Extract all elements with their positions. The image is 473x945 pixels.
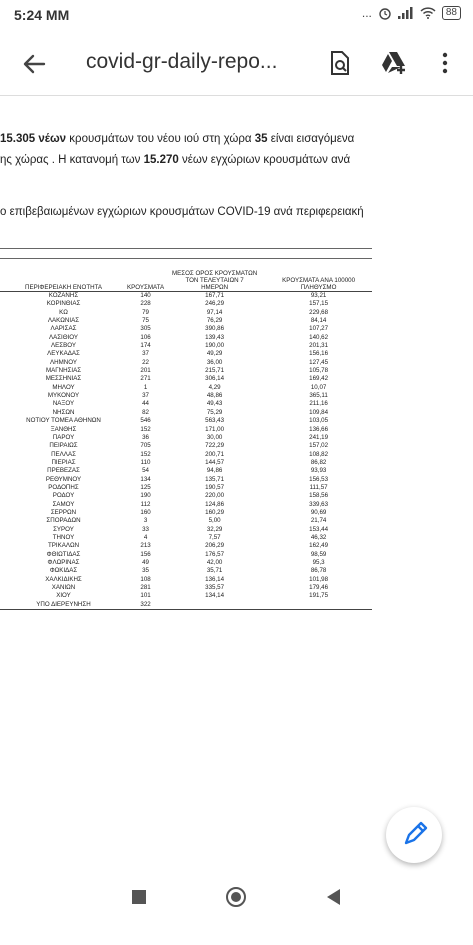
cell-7day-average: 75,29 bbox=[206, 408, 223, 416]
cell-cases: 546 bbox=[140, 417, 151, 425]
text-line-2 bbox=[0, 154, 473, 166]
cell-7day-average: 4,29 bbox=[208, 383, 221, 391]
cell-7day-average: 124,86 bbox=[205, 500, 225, 508]
cell-cases: 4 bbox=[143, 533, 148, 541]
cell-cases: 201 bbox=[140, 367, 151, 375]
cell-7day-average: 94,86 bbox=[206, 467, 223, 475]
cell-region: ΣΑΜΟΥ bbox=[52, 500, 75, 508]
table-row bbox=[0, 342, 372, 350]
cell-cases: 156 bbox=[140, 550, 151, 558]
cell-per-100k: 98,59 bbox=[310, 550, 327, 558]
cell-cases: 134 bbox=[140, 475, 151, 483]
table-row bbox=[0, 601, 372, 610]
cell-per-100k: 86,78 bbox=[310, 567, 327, 575]
header-region: ΠΕΡΙΦΕΡΕΙΑΚΗ ΕΝΟΤΗΤΑ bbox=[0, 270, 127, 292]
alarm-icon bbox=[378, 6, 392, 20]
cell-region: ΛΑΚΩΝΙΑΣ bbox=[47, 317, 80, 325]
cell-cases: 22 bbox=[142, 358, 149, 366]
cell-7day-average: 176,57 bbox=[205, 550, 225, 558]
battery-indicator: 88 bbox=[442, 6, 461, 20]
cell-cases: 54 bbox=[142, 467, 149, 475]
cell-cases: 35 bbox=[142, 567, 149, 575]
cell-region: ΜΑΓΝΗΣΙΑΣ bbox=[45, 367, 82, 375]
header-7day-average-text: ΜΕΣΟΣ ΟΡΟΣ ΚΡΟΥΣΜΑΤΩΝ ΤΟΝ ΤΕΛΕΥΤΑΙΩΝ 7 ΗΜΕΡΩΝ bbox=[172, 270, 258, 291]
cell-cases: 49 bbox=[142, 559, 149, 566]
cell-cases: 125 bbox=[140, 483, 151, 491]
cell-7day-average: 5,00 bbox=[208, 517, 221, 525]
cell-per-100k: 339,63 bbox=[309, 500, 329, 508]
cell-cases: 228 bbox=[140, 300, 151, 308]
cell-7day-average: 246,29 bbox=[205, 300, 225, 308]
cell-7day-average: 30,00 bbox=[206, 433, 223, 441]
cell-7day-average: 35,71 bbox=[206, 567, 223, 575]
cell-cases: 190 bbox=[140, 492, 151, 500]
table-row bbox=[0, 517, 372, 525]
cell-per-100k: 153,44 bbox=[309, 525, 329, 533]
signal-icon bbox=[398, 7, 414, 19]
cell-per-100k bbox=[265, 601, 372, 610]
text-span: νέων εγχώριων κρουσμάτων ανά bbox=[178, 154, 351, 166]
table-row bbox=[0, 501, 372, 509]
home-icon[interactable] bbox=[225, 886, 247, 908]
cell-per-100k: 107,27 bbox=[309, 325, 329, 333]
cell-per-100k: 109,84 bbox=[309, 408, 329, 416]
cell-cases: 1 bbox=[143, 383, 148, 391]
cell-per-100k: 84,14 bbox=[310, 317, 327, 325]
cell-per-100k: 156,53 bbox=[309, 475, 329, 483]
cell-cases: 110 bbox=[140, 458, 151, 466]
cell-cases: 44 bbox=[142, 400, 149, 408]
cell-region: ΡΕΘΥΜΝΟΥ bbox=[45, 475, 82, 483]
cell-cases: 106 bbox=[140, 333, 151, 341]
cell-per-100k: 191,75 bbox=[309, 592, 329, 600]
cell-cases: 112 bbox=[140, 500, 151, 508]
cell-per-100k: 140,62 bbox=[309, 333, 329, 341]
header-per-100k bbox=[265, 270, 372, 292]
cell-region: ΛΑΡΙΣΑΣ bbox=[50, 325, 77, 333]
cell-per-100k: 86,82 bbox=[310, 458, 327, 466]
text-span: είναι εισαγόμενα bbox=[267, 133, 355, 145]
table-row bbox=[0, 542, 372, 550]
cell-region: ΣΕΡΡΩΝ bbox=[50, 508, 77, 516]
table-row bbox=[0, 442, 372, 450]
cell-region: ΧΑΛΚΙΔΙΚΗΣ bbox=[45, 575, 82, 583]
table-row bbox=[0, 567, 372, 575]
cell-region: ΦΩΚΙΔΑΣ bbox=[49, 567, 78, 575]
cell-7day-average: 200,71 bbox=[205, 450, 225, 458]
table-row bbox=[0, 350, 372, 358]
cell-region: ΠΕΛΛΑΣ bbox=[51, 450, 76, 458]
pencil-icon bbox=[386, 807, 442, 863]
cell-region: ΥΠΟ ΔΙΕΡΕΥΝΗΣΗ bbox=[0, 601, 127, 610]
cell-region: ΜΕΣΣΗΝΙΑΣ bbox=[45, 375, 82, 383]
cell-7day-average: 206,29 bbox=[205, 542, 225, 550]
cell-7day-average: 76,29 bbox=[206, 317, 223, 325]
cell-per-100k: 156,16 bbox=[309, 350, 329, 358]
cell-region: ΠΡΕΒΕΖΑΣ bbox=[47, 467, 80, 475]
cell-per-100k: 211,16 bbox=[309, 400, 328, 408]
cell-cases: 705 bbox=[140, 442, 151, 450]
table-row bbox=[0, 359, 372, 367]
cell-per-100k: 105,78 bbox=[309, 367, 329, 375]
cell-region: ΚΟΖΑΝΗΣ bbox=[48, 292, 79, 299]
cell-cases: 108 bbox=[140, 575, 151, 583]
table-row bbox=[0, 559, 372, 567]
cell-7day-average: 42,00 bbox=[206, 559, 223, 566]
table-row bbox=[0, 451, 372, 459]
cell-7day-average: 48,86 bbox=[206, 392, 223, 400]
table-row bbox=[0, 584, 372, 592]
cell-region: ΛΕΣΒΟΥ bbox=[51, 342, 76, 350]
cases-table bbox=[0, 270, 372, 610]
header-per-100k-text: ΚΡΟΥΣΜΑΤΑ ΑΝΑ 100000 ΠΛΗΘΥΣΜΟ bbox=[282, 277, 356, 291]
cell-region: ΚΩ bbox=[59, 308, 68, 316]
recent-apps-icon[interactable] bbox=[131, 889, 147, 905]
cell-cases: 152 bbox=[140, 425, 151, 433]
table-row bbox=[0, 476, 372, 484]
more-options-icon[interactable] bbox=[430, 48, 460, 78]
cell-per-100k: 90,69 bbox=[310, 508, 327, 516]
cell-7day-average: 49,29 bbox=[206, 350, 223, 358]
cell-7day-average: 390,86 bbox=[205, 325, 225, 333]
table-row bbox=[0, 484, 372, 492]
table-row bbox=[0, 509, 372, 517]
cell-7day-average: 190,00 bbox=[205, 342, 225, 350]
cell-per-100k: 108,82 bbox=[309, 450, 329, 458]
cell-cases: 140 bbox=[140, 292, 151, 299]
cell-per-100k: 229,68 bbox=[309, 308, 329, 316]
cell-region: ΠΕΙΡΑΙΩΣ bbox=[49, 442, 78, 450]
cell-region: ΣΠΟΡΑΔΩΝ bbox=[46, 517, 81, 525]
cell-per-100k: 10,07 bbox=[310, 383, 327, 391]
cell-7day-average: 722,29 bbox=[205, 442, 225, 450]
table-row bbox=[0, 392, 372, 400]
cell-per-100k: 241,19 bbox=[309, 433, 329, 441]
cell-per-100k: 136,66 bbox=[309, 425, 329, 433]
add-to-drive-icon[interactable] bbox=[379, 48, 409, 78]
appbar-divider bbox=[0, 95, 473, 96]
cell-cases: 82 bbox=[142, 408, 149, 416]
cell-cases: 213 bbox=[140, 542, 151, 550]
table-row bbox=[0, 534, 372, 542]
cell-region: ΛΕΥΚΑΔΑΣ bbox=[47, 350, 80, 358]
header-7day-average bbox=[164, 270, 265, 292]
cell-region: ΠΙΕΡΙΑΣ bbox=[51, 458, 76, 466]
table-row bbox=[0, 400, 372, 408]
cell-7day-average: 220,00 bbox=[205, 492, 225, 500]
cell-cases: 322 bbox=[127, 601, 164, 610]
cell-cases: 281 bbox=[140, 584, 151, 592]
cell-cases: 160 bbox=[140, 508, 151, 516]
cell-per-100k: 46,32 bbox=[310, 533, 327, 541]
cell-per-100k: 365,11 bbox=[309, 392, 328, 400]
imported-cases-count: 35 bbox=[254, 133, 268, 145]
cell-per-100k: 93,21 bbox=[310, 292, 327, 299]
app-bar bbox=[0, 34, 473, 92]
cell-7day-average: 335,57 bbox=[205, 584, 225, 592]
cell-cases: 305 bbox=[140, 325, 151, 333]
cell-region: ΦΘΙΩΤΙΔΑΣ bbox=[46, 550, 81, 558]
cell-per-100k: 201,31 bbox=[309, 342, 329, 350]
system-nav-bar bbox=[0, 885, 473, 945]
cell-cases: 3 bbox=[143, 517, 148, 525]
table-row bbox=[0, 334, 372, 342]
cell-7day-average: 563,43 bbox=[205, 417, 225, 425]
cell-per-100k: 157,15 bbox=[309, 300, 329, 308]
cell-per-100k: 101,98 bbox=[309, 575, 329, 583]
text-line-3: ο επιβεβαιωμένων εγχώριων κρουσμάτων COVID-19 ανά περιφερειακή bbox=[0, 206, 364, 218]
table-row bbox=[0, 526, 372, 534]
table-top-rule-2 bbox=[0, 258, 372, 259]
cell-per-100k: 95,3 bbox=[312, 559, 325, 566]
wifi-icon bbox=[420, 7, 436, 19]
cell-cases: 152 bbox=[140, 450, 151, 458]
cell-region: ΧΙΟΥ bbox=[56, 592, 71, 600]
cell-7day-average: 135,71 bbox=[205, 475, 225, 483]
table-row bbox=[0, 409, 372, 417]
back-nav-icon[interactable] bbox=[325, 888, 341, 906]
text-span: ης χώρας . Η κατανομή των bbox=[0, 154, 144, 166]
cell-region: ΦΛΩΡΙΝΑΣ bbox=[47, 559, 80, 566]
table-row bbox=[0, 300, 372, 308]
table-row bbox=[0, 551, 372, 559]
search-document-icon[interactable] bbox=[324, 48, 354, 78]
table-row bbox=[0, 576, 372, 584]
cell-7day-average: 49,43 bbox=[206, 400, 223, 408]
cell-region: ΚΟΡΙΝΘΙΑΣ bbox=[46, 300, 81, 308]
cell-7day-average: 32,29 bbox=[206, 525, 223, 533]
back-arrow-icon[interactable] bbox=[18, 48, 50, 80]
table-row bbox=[0, 592, 372, 600]
cell-cases: 271 bbox=[140, 375, 151, 383]
cell-cases: 33 bbox=[142, 525, 149, 533]
cell-cases: 79 bbox=[142, 308, 149, 316]
cell-7day-average: 144,57 bbox=[205, 458, 225, 466]
text-span: κρουσμάτων του νέου ιού στη χώρα bbox=[66, 133, 255, 145]
table-row bbox=[0, 384, 372, 392]
status-time: 5:24 MM bbox=[14, 7, 70, 23]
cell-7day-average: 139,43 bbox=[205, 333, 225, 341]
cell-per-100k: 179,46 bbox=[309, 584, 329, 592]
cell-region: ΡΟΔΟΥ bbox=[52, 492, 75, 500]
table-row bbox=[0, 417, 372, 425]
table-body bbox=[0, 292, 372, 610]
table-row bbox=[0, 317, 372, 325]
cell-region: ΡΟΔΟΠΗΣ bbox=[48, 483, 79, 491]
table-row bbox=[0, 426, 372, 434]
cell-7day-average: 171,00 bbox=[205, 425, 225, 433]
cell-per-100k: 21,74 bbox=[310, 517, 327, 525]
edit-button[interactable] bbox=[386, 807, 442, 863]
cell-region: ΜΥΚΟΝΟΥ bbox=[47, 392, 80, 400]
cell-7day-average: 36,00 bbox=[206, 358, 223, 366]
cell-per-100k: 93,93 bbox=[310, 467, 327, 475]
header-cases: ΚΡΟΥΣΜΑΤΑ bbox=[127, 270, 164, 292]
domestic-cases-count: 15.270 bbox=[143, 154, 179, 166]
cell-per-100k: 162,49 bbox=[309, 542, 329, 550]
cell-7day-average: 136,14 bbox=[205, 575, 225, 583]
cell-per-100k: 169,42 bbox=[309, 375, 329, 383]
cell-7day-average: 134,14 bbox=[205, 592, 225, 600]
cell-region: ΧΑΝΙΩΝ bbox=[51, 584, 76, 592]
document-title: covid-gr-daily-repo... bbox=[86, 50, 278, 73]
cell-cases: 37 bbox=[142, 350, 149, 358]
cell-region: ΤΗΝΟΥ bbox=[52, 533, 75, 541]
table-row bbox=[0, 325, 372, 333]
status-icons bbox=[362, 6, 461, 20]
cell-region: ΛΑΣΙΘΙΟΥ bbox=[48, 333, 79, 341]
table-row bbox=[0, 375, 372, 383]
table-header-row bbox=[0, 270, 372, 292]
cell-cases: 36 bbox=[142, 433, 149, 441]
cell-7day-average: 97,14 bbox=[206, 308, 223, 316]
cell-region: ΤΡΙΚΑΛΩΝ bbox=[47, 542, 80, 550]
table-row bbox=[0, 492, 372, 500]
cell-cases: 75 bbox=[142, 317, 149, 325]
cell-7day-average: 160,29 bbox=[205, 508, 225, 516]
cell-region: ΞΑΝΘΗΣ bbox=[50, 425, 77, 433]
cell-per-100k: 103,05 bbox=[309, 417, 329, 425]
cell-7day-average bbox=[164, 601, 265, 610]
cell-region: ΠΑΡΟΥ bbox=[52, 433, 75, 441]
cell-region: ΣΥΡΟΥ bbox=[53, 525, 74, 533]
cell-per-100k: 157,02 bbox=[309, 442, 329, 450]
cell-cases: 101 bbox=[140, 592, 151, 600]
cell-cases: 37 bbox=[142, 392, 149, 400]
table-row bbox=[0, 434, 372, 442]
cell-7day-average: 215,71 bbox=[205, 367, 225, 375]
new-cases-count: 15.305 νέων bbox=[0, 133, 67, 145]
cell-region: ΛΗΜΝΟΥ bbox=[50, 358, 77, 366]
cell-7day-average: 167,71 bbox=[205, 292, 225, 299]
cell-region: ΝΗΣΩΝ bbox=[52, 408, 75, 416]
cell-region: ΜΗΛΟΥ bbox=[52, 383, 75, 391]
cell-7day-average: 7,57 bbox=[208, 533, 221, 541]
cell-7day-average: 306,14 bbox=[205, 375, 225, 383]
cell-cases: 174 bbox=[140, 342, 151, 350]
text-line-1 bbox=[0, 133, 473, 145]
cell-per-100k: 111,57 bbox=[309, 483, 328, 491]
table-row bbox=[0, 459, 372, 467]
table-row bbox=[0, 292, 372, 301]
table-top-rule bbox=[0, 248, 372, 249]
cell-per-100k: 158,56 bbox=[309, 492, 329, 500]
cell-region: ΝΑΞΟΥ bbox=[52, 400, 75, 408]
status-bar bbox=[0, 0, 473, 30]
cell-region: ΝΟΤΙΟΥ ΤΟΜΕΑ ΑΘΗΝΩΝ bbox=[26, 417, 101, 425]
notification-dots: ... bbox=[361, 6, 372, 20]
table-row bbox=[0, 309, 372, 317]
table-row bbox=[0, 367, 372, 375]
cell-per-100k: 127,45 bbox=[309, 358, 329, 366]
cell-7day-average: 190,57 bbox=[205, 483, 225, 491]
table-row bbox=[0, 467, 372, 475]
